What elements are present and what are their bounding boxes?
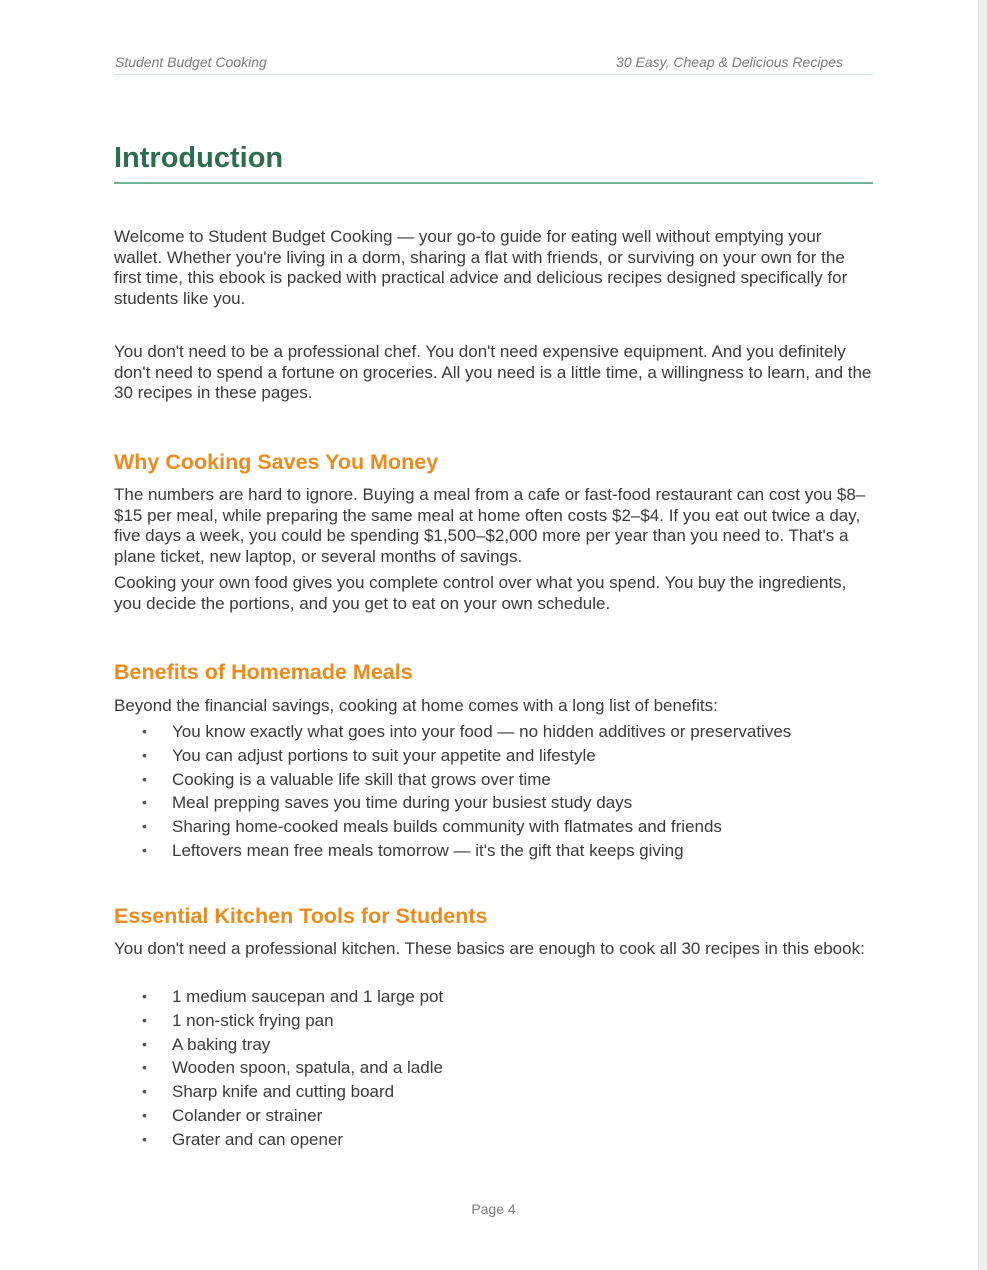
- list-item-text: 1 medium saucepan and 1 large pot: [172, 987, 444, 1006]
- header-book-subtitle: 30 Easy, Cheap & Delicious Recipes: [616, 54, 843, 70]
- list-item: [114, 1128, 874, 1152]
- list-item: [114, 815, 874, 839]
- list-item-text: 1 non-stick frying pan: [172, 1010, 334, 1030]
- bullet-icon: •: [142, 841, 147, 858]
- list-item-text: Meal prepping saves you time during your busiest study days: [172, 793, 633, 813]
- intro-paragraph-1: Welcome to Student Budget Cooking — your go-to guide for eating well without emptying your wallet. Whether you're living in a dorm, sharing a flat with friends, or surviving on your own for the first time, this ebook is packed with practical advice and delicious recipes designed specifically for students like you.: [114, 227, 848, 308]
- list-item: [114, 744, 874, 768]
- list-item-text: Cooking is a valuable life skill that grows over time: [172, 769, 551, 789]
- list-item: [114, 720, 874, 744]
- list-item-text: Leftovers mean free meals tomorrow — it's the gift that keeps giving: [172, 840, 684, 860]
- bullet-icon: •: [142, 770, 147, 787]
- list-item: [114, 1080, 874, 1104]
- section-heading-money: Why Cooking Saves You Money: [114, 450, 439, 474]
- chapter-title: Introduction: [114, 138, 873, 184]
- list-item-text: You can adjust portions to suit your appetite and lifestyle: [172, 745, 596, 765]
- intro-paragraph-2: You don't need to be a professional chef. You don't need expensive equipment. And you definitely don't need to spend a fortune on groceries. All you need is a little time, a willingness to learn, and the 30 recipes in these pages.: [114, 342, 872, 402]
- benefits-list: [114, 720, 874, 863]
- section-heading-benefits: Benefits of Homemade Meals: [114, 660, 413, 684]
- list-item: [114, 839, 874, 863]
- list-item-text: A baking tray: [172, 1034, 271, 1054]
- bullet-icon: •: [142, 794, 147, 811]
- benefits-intro: Beyond the financial savings, cooking at home comes with a long list of benefits:: [114, 696, 718, 715]
- bullet-icon: •: [142, 723, 147, 739]
- page-number: Page 4: [471, 1201, 516, 1217]
- list-item-text: You know exactly what goes into your food — no hidden additives or preservatives: [172, 722, 792, 741]
- money-paragraph-2: Cooking your own food gives you complete control over what you spend. You buy the ingredients, you decide the portions, and you get to eat on your own schedule.: [114, 573, 847, 613]
- list-item-text: Wooden spoon, spatula, and a ladle: [172, 1058, 443, 1078]
- list-item: [114, 985, 874, 1009]
- running-header: [114, 52, 873, 75]
- list-item: [114, 1009, 874, 1033]
- bullet-icon: •: [142, 818, 147, 835]
- bullet-icon: •: [142, 1059, 147, 1076]
- list-item-text: Sharp knife and cutting board: [172, 1082, 395, 1102]
- bullet-icon: •: [142, 746, 147, 763]
- list-item-text: Grater and can opener: [172, 1129, 344, 1149]
- list-item: [114, 1104, 874, 1128]
- bullet-icon: •: [142, 1130, 147, 1147]
- header-book-title: Student Budget Cooking: [115, 54, 267, 70]
- section-heading-tools: Essential Kitchen Tools for Students: [114, 904, 488, 928]
- bullet-icon: •: [142, 1083, 147, 1100]
- list-item: [114, 791, 874, 815]
- bullet-icon: •: [142, 1011, 147, 1028]
- money-paragraph-1: The numbers are hard to ignore. Buying a meal from a cafe or fast-food restaurant can cost you $8–$15 per meal, while preparing the same meal at home often costs $2–$4. If you eat out twice a day, five days a week, you could be spending $1,500–$2,000 more per year than you need to. That's a plane ticket, new laptop, or several months of savings.: [114, 485, 866, 566]
- list-item: [114, 1056, 874, 1080]
- bullet-icon: •: [142, 988, 147, 1004]
- list-item: [114, 768, 874, 792]
- tools-list: [114, 985, 874, 1152]
- bullet-icon: •: [142, 1106, 147, 1123]
- list-item-text: Colander or strainer: [172, 1105, 323, 1125]
- tools-intro: You don't need a professional kitchen. These basics are enough to cook all 30 recipes in this ebook:: [114, 939, 865, 958]
- bullet-icon: •: [142, 1035, 147, 1052]
- list-item-text: Sharing home-cooked meals builds community with flatmates and friends: [172, 817, 722, 837]
- page-edge: [978, 0, 987, 1270]
- list-item: [114, 1033, 874, 1057]
